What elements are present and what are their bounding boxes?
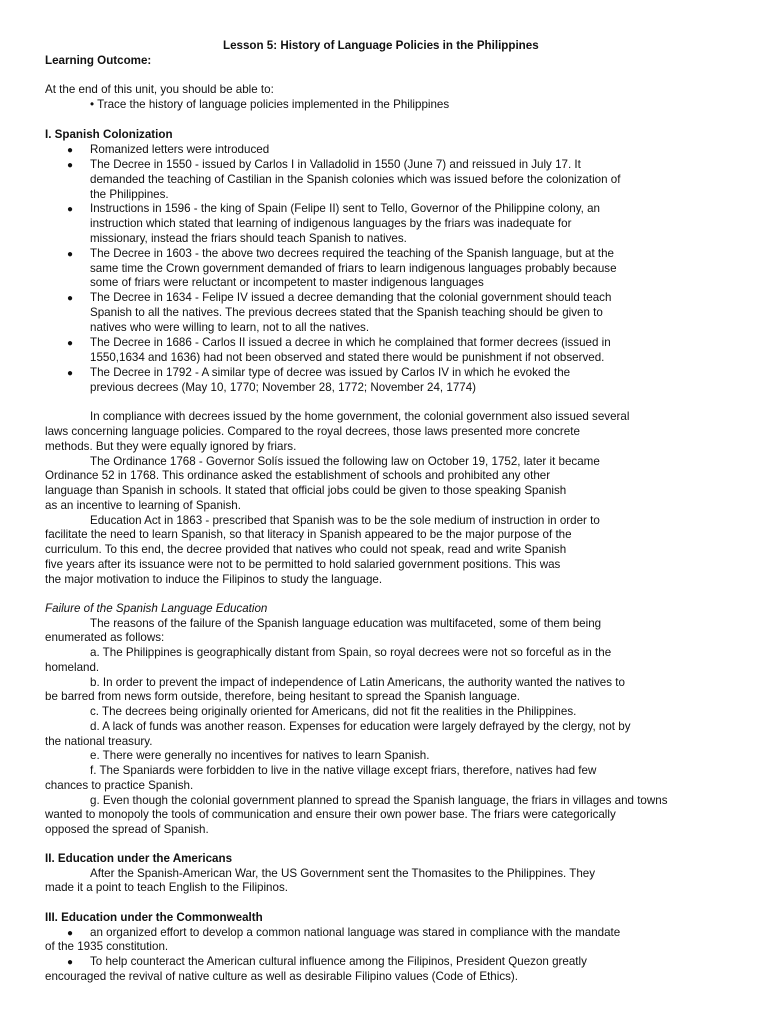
bullet-line: Romanized letters were introduced [90,143,270,156]
paragraph-line: as an incentive to learning of Spanish. [45,499,241,512]
paragraph-line: facilitate the need to learn Spanish, so that literacy in Spanish appeared to be the major purpose of the [45,528,572,541]
bullet-line: the Philippines. [90,188,169,201]
reason-item: g. Even though the colonial government planned to spread the Spanish language, the friars in villages and towns [90,794,668,807]
bullet-line: instruction which stated that learning of indigenous languages by the friars was inadequate for [90,217,572,230]
bullet-icon: ● [67,204,74,215]
bullet-line: Instructions in 1596 - the king of Spain (Felipe II) sent to Tello, Governor of the Philippine colony, an [90,202,600,215]
reason-item: chances to practice Spanish. [45,779,194,792]
paragraph-line: language than Spanish in schools. It stated that official jobs could be given to those speaking Spanish [45,484,567,497]
learning-outcome-heading: Learning Outcome: [45,54,152,67]
bullet-icon: ● [67,338,74,349]
reason-item: f. The Spaniards were forbidden to live in the native village except friars, therefore, natives had few [90,764,597,777]
paragraph-line: five years after its issuance were not to be permitted to hold salaried government positions. This was [45,558,561,571]
paragraph-line: The Ordinance 1768 - Governor Solís issued the following law on October 19, 1752, later it became [90,455,600,468]
section-heading-spanish: I. Spanish Colonization [45,128,173,141]
reason-item: d. A lack of funds was another reason. Expenses for education were largely defrayed by the clergy, not by [90,720,631,733]
reason-item: wanted to monopoly the tools of communication and ensure their own power base. The friars were categorically [45,808,616,821]
bullet-icon: ● [67,145,74,156]
bullet-icon: ● [67,928,74,939]
paragraph-line: made it a point to teach English to the Filipinos. [45,881,288,894]
bullet-line: Spanish to all the natives. The previous decrees stated that the Spanish teaching should be given to [90,306,603,319]
bullet-line: The Decree in 1792 - A similar type of decree was issued by Carlos IV in which he evoked the [90,366,571,379]
bullet-line: 1550,1634 and 1636) had not been observed and stated there would be punishment if not observed. [90,351,605,364]
objective-item: • Trace the history of language policies implemented in the Philippines [90,98,450,111]
paragraph-line: methods. But they were equally ignored by friars. [45,440,297,453]
paragraph-line: After the Spanish-American War, the US Government sent the Thomasites to the Philippines. They [90,867,596,880]
paragraph-line: the major motivation to induce the Filipinos to study the language. [45,573,383,586]
bullet-line: To help counteract the American cultural influence among the Filipinos, President Quezon greatly [90,955,587,968]
bullet-icon: ● [67,293,74,304]
bullet-line: missionary, instead the friars should teach Spanish to natives. [90,232,407,245]
reason-item: opposed the spread of Spanish. [45,823,209,836]
intro-text: At the end of this unit, you should be able to: [45,83,274,96]
bullet-line: natives who were willing to learn, not to all the natives. [90,321,370,334]
paragraph-line: enumerated as follows: [45,631,165,644]
bullet-icon: ● [67,249,74,260]
document-title: Lesson 5: History of Language Policies in the Philippines [223,39,539,52]
bullet-line: The Decree in 1634 - Felipe IV issued a decree demanding that the colonial government should teach [90,291,612,304]
reason-item: b. In order to prevent the impact of independence of Latin Americans, the authority wanted the natives to [90,676,625,689]
bullet-icon: ● [67,160,74,171]
reason-item: homeland. [45,661,100,674]
bullet-icon: ● [67,368,74,379]
paragraph-line: Education Act in 1863 - prescribed that Spanish was to be the sole medium of instruction in order to [90,514,600,527]
bullet-line: demanded the teaching of Castilian in the Spanish colonies which was issued before the colonization of [90,173,621,186]
section-heading-commonwealth: III. Education under the Commonwealth [45,911,263,924]
reason-item: the national treasury. [45,735,153,748]
reason-item: c. The decrees being originally oriented for Americans, did not fit the realities in the Philippines. [90,705,577,718]
subsection-heading-failure: Failure of the Spanish Language Education [45,602,268,615]
bullet-line: some of friars were reluctant or incompetent to master indigenous languages [90,276,484,289]
bullet-line: The Decree in 1686 - Carlos II issued a decree in which he complained that former decrees (issued in [90,336,611,349]
bullet-line: The Decree in 1550 - issued by Carlos I in Valladolid in 1550 (June 7) and reissued in July 17. It [90,158,581,171]
bullet-line: an organized effort to develop a common national language was stared in compliance with the mandate [90,926,621,939]
paragraph-line: In compliance with decrees issued by the home government, the colonial government also issued several [90,410,630,423]
bullet-line: previous decrees (May 10, 1770; November 28, 1772; November 24, 1774) [90,381,477,394]
paragraph-line: Ordinance 52 in 1768. This ordinance asked the establishment of schools and prohibited any other [45,469,551,482]
reason-item: be barred from news form outside, therefore, being hesitant to spread the Spanish language. [45,690,520,703]
bullet-line: same time the Crown government demanded of friars to learn indigenous languages probably because [90,262,617,275]
section-heading-americans: II. Education under the Americans [45,852,233,865]
bullet-icon: ● [67,957,74,968]
bullet-line: The Decree in 1603 - the above two decrees required the teaching of the Spanish language, but at the [90,247,615,260]
bullet-line: encouraged the revival of native culture as well as desirable Filipino values (Code of Ethics). [45,970,519,983]
paragraph-line: laws concerning language policies. Compared to the royal decrees, those laws presented more concrete [45,425,580,438]
reason-item: a. The Philippines is geographically distant from Spain, so royal decrees were not so forceful as in the [90,646,612,659]
bullet-line: of the 1935 constitution. [45,940,169,953]
reason-item: e. There were generally no incentives for natives to learn Spanish. [90,749,430,762]
paragraph-line: The reasons of the failure of the Spanish language education was multifaceted, some of them being [90,617,602,630]
paragraph-line: curriculum. To this end, the decree provided that natives who could not speak, read and write Spanish [45,543,567,556]
